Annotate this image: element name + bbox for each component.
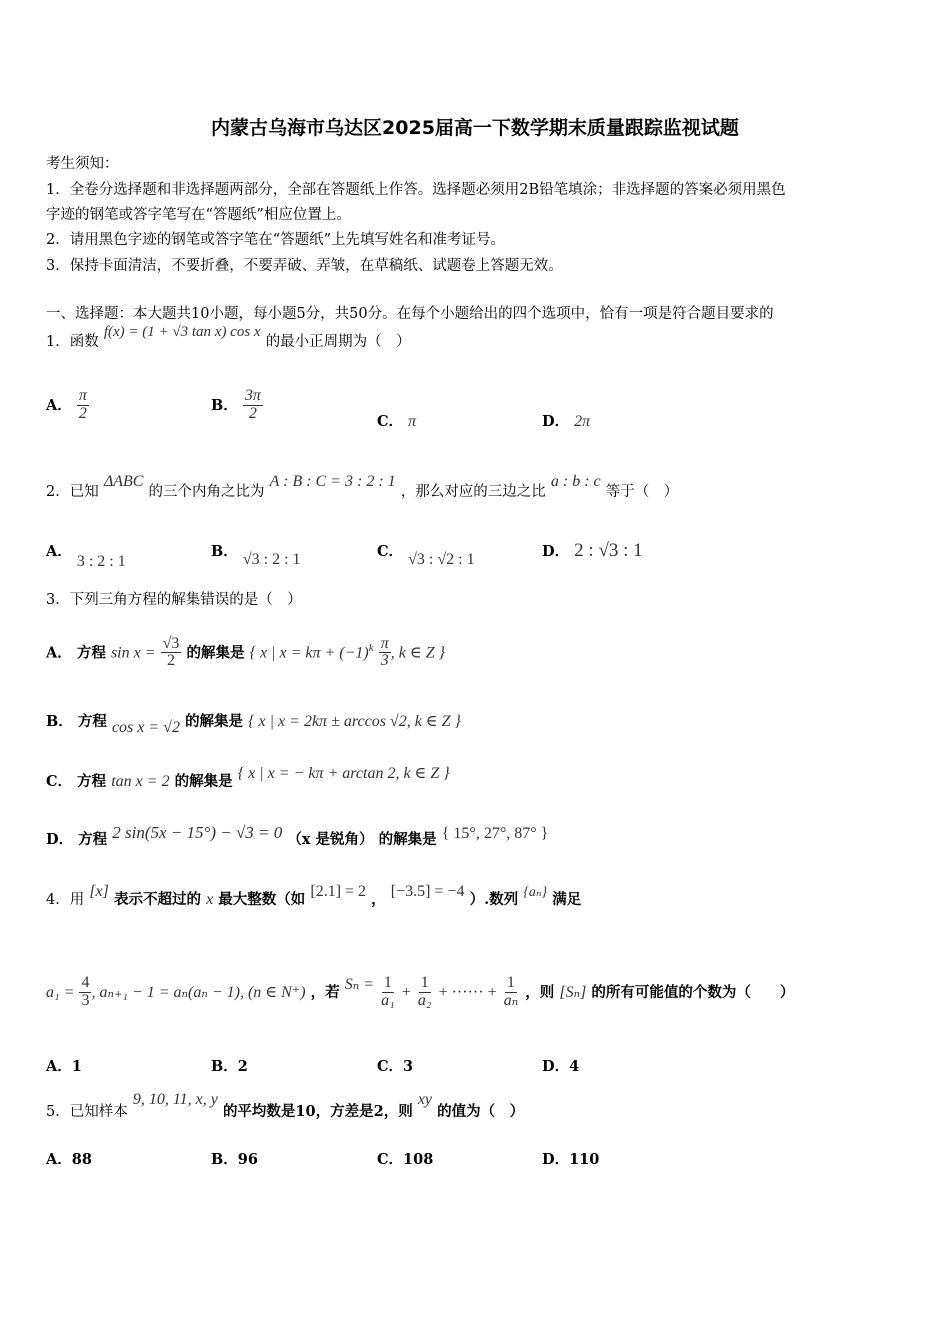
q3-b-equation: cos x = √2 — [111, 719, 180, 736]
question-3: 3．下列三角方程的解集错误的是（ ） — [46, 592, 302, 608]
q1-option-c — [377, 410, 416, 431]
option-label: D． — [542, 1058, 570, 1075]
q3-d-note: （x 是锐角） — [287, 831, 374, 848]
q2-triangle: ΔABC — [103, 473, 144, 490]
q1-option-a — [46, 388, 89, 423]
q5-xy: xy — [417, 1091, 433, 1108]
q4-floor-sum: [Sₙ] — [559, 984, 587, 1001]
option-label: B． — [211, 396, 238, 414]
q4-t1: 表示不超过的 — [113, 891, 201, 908]
q3-method-word: 方程 — [78, 831, 108, 848]
option-value: 3 — [403, 1058, 414, 1075]
q4-recurrence-fraction — [79, 975, 91, 1010]
option-label: D． — [542, 413, 570, 430]
q4-t4: 满足 — [552, 891, 582, 908]
q4-sum-dots: + ······ + — [438, 984, 497, 1001]
q3-option-d — [46, 823, 549, 849]
q2-prefix: 2．已知 — [46, 484, 99, 500]
option-label: B． — [211, 543, 238, 560]
numerator: √3 — [162, 634, 180, 652]
q2-option-a — [46, 540, 126, 570]
q4-t6: ，则 — [525, 984, 555, 1001]
q2-mid2: ，那么对应的三边之比 — [400, 484, 546, 500]
q1-b-fraction — [243, 388, 263, 423]
q5-sample: 9, 10, 11, x, y — [132, 1091, 218, 1108]
section-heading: 一、选择题：本大题共10小题，每小题5分，共50分。在每个小题给出的四个选项中，恰有一项是符合题目要求的 — [46, 306, 774, 322]
q4-sum-term-n — [502, 975, 520, 1010]
q4-t2: 最大整数（如 — [218, 891, 306, 908]
denominator: 2 — [167, 652, 176, 670]
option-value: 108 — [403, 1151, 434, 1168]
q1-suffix: 的最小正周期为（ ） — [265, 334, 411, 350]
option-label: D． — [46, 831, 74, 848]
q4-floor: [x] — [89, 883, 109, 900]
q4-prefix: 4．用 — [46, 892, 85, 908]
q1-c-value: π — [408, 413, 417, 430]
q4-recurrence-start: a₁ = — [46, 984, 75, 1001]
q3-method-word: 方程 — [76, 644, 106, 662]
q1-formula: f(x) = (1 + √3 tan x) cos x — [103, 324, 261, 340]
q1-prefix: 1．函数 — [46, 334, 99, 350]
q2-c-value: √3 : √2 : 1 — [408, 551, 475, 568]
q2-b-value: √3 : 2 : 1 — [242, 551, 301, 568]
numerator: 3π — [244, 387, 261, 404]
option-value: 4 — [569, 1058, 580, 1075]
question-5 — [46, 1091, 525, 1121]
q3-a-exponent: k — [368, 642, 374, 654]
option-label: A． — [46, 543, 72, 560]
q3-a-set-start: { x | x = kπ + (−1) — [249, 644, 369, 662]
q4-sum-term-2 — [416, 975, 434, 1010]
q1-option-b — [211, 388, 263, 423]
option-label: D． — [542, 543, 570, 560]
denominator: 3 — [380, 652, 389, 670]
q4-condition — [46, 972, 794, 1013]
option-label: B． — [46, 713, 73, 730]
q3-is-set: 的解集是 — [185, 713, 244, 730]
q4-option-d — [542, 1055, 579, 1076]
q5-option-d — [542, 1148, 599, 1169]
notice-line-1b: 字迹的钢笔或答字笔写在“答题纸”相应位置上。 — [46, 207, 351, 223]
option-label: A． — [46, 1058, 72, 1075]
denominator: 2 — [78, 404, 87, 422]
q3-option-a — [46, 628, 445, 673]
q4-recurrence: , aₙ₊₁ − 1 = aₙ(aₙ − 1), (n ∈ N⁺) — [91, 984, 306, 1001]
option-value: 1 — [71, 1058, 82, 1075]
q4-t3: ）.数列 — [469, 891, 519, 908]
option-label: C． — [377, 543, 404, 560]
q5-prefix: 5．已知样本 — [46, 1104, 128, 1120]
q4-option-a — [46, 1055, 82, 1076]
numerator: 1 — [506, 974, 515, 992]
q3-a-equation: sin x = — [110, 644, 156, 662]
q3-method-word: 方程 — [77, 773, 107, 790]
q3-d-set: { 15°, 27°, 87° } — [441, 825, 549, 842]
option-label: B． — [211, 1058, 238, 1075]
option-label: C． — [377, 413, 404, 430]
option-label: A． — [46, 396, 72, 414]
option-value: 2 — [237, 1058, 248, 1075]
numerator: π — [78, 387, 87, 404]
q3-option-c — [46, 765, 450, 791]
q4-t7: 的所有可能值的个数为（ ） — [591, 984, 795, 1001]
numerator: 1 — [420, 974, 429, 992]
q1-option-d — [542, 410, 590, 431]
q2-d-value: 2 : √3 : 1 — [574, 540, 643, 561]
numerator: 1 — [383, 974, 392, 992]
option-value: 110 — [569, 1151, 600, 1168]
notice-line-2: 2．请用黑色字迹的钢笔或答字笔在“答题纸”上先填写姓名和准考证号。 — [46, 232, 506, 248]
q4-t5: ，若 — [310, 984, 340, 1001]
q2-angle-ratio: A : B : C = 3 : 2 : 1 — [269, 473, 396, 490]
page-title: 内蒙古乌海市乌达区2025届高一下数学期末质量跟踪监视试题 — [211, 117, 739, 139]
q3-method-word: 方程 — [77, 713, 107, 730]
q3-c-set: { x | x = − kπ + arctan 2, k ∈ Z } — [237, 765, 450, 782]
question-2 — [46, 473, 679, 501]
option-value: 88 — [71, 1151, 92, 1168]
denominator: 2 — [248, 404, 257, 422]
q2-option-d — [542, 540, 643, 562]
q4-sequence: {aₙ} — [523, 885, 548, 900]
q5-option-a — [46, 1148, 92, 1169]
question-1 — [46, 324, 411, 351]
q3-d-equation: 2 sin(5x − 15°) − √3 = 0 — [112, 823, 283, 842]
q3-is-set: 的解集是 — [378, 831, 437, 848]
q4-x: x — [206, 891, 214, 908]
option-label: D． — [542, 1151, 570, 1168]
option-label: A． — [46, 644, 72, 662]
q3-is-set: 的解集是 — [186, 644, 245, 662]
denominator: 3 — [81, 992, 90, 1009]
q3-c-equation: tan x = 2 — [111, 773, 170, 790]
q3-a-set-end: , k ∈ Z } — [390, 644, 446, 662]
q3-b-set: { x | x = 2kπ ± arccos √2, k ∈ Z } — [248, 713, 461, 730]
q2-a-value: 3 : 2 : 1 — [76, 553, 126, 570]
numerator: π — [380, 634, 389, 652]
q2-sides: a : b : c — [550, 473, 601, 490]
q1-a-fraction — [77, 388, 89, 423]
q3-is-set: 的解集是 — [174, 773, 233, 790]
q5-option-c — [377, 1148, 433, 1169]
option-label: C． — [46, 773, 73, 790]
option-label: C． — [377, 1058, 404, 1075]
option-value: 96 — [237, 1151, 258, 1168]
q3-a-pi-fraction — [379, 636, 391, 671]
denominator: aₙ — [503, 992, 519, 1009]
q4-option-c — [377, 1055, 413, 1076]
q2-option-b — [211, 540, 301, 568]
q4-sum-lhs: Sₙ = — [344, 976, 375, 993]
q5-suffix: 的值为（ ） — [437, 1103, 525, 1120]
q1-d-value: 2π — [574, 413, 591, 430]
q2-mid1: 的三个内角之比为 — [148, 484, 265, 500]
q4-example-2: [−3.5] = −4 — [390, 883, 465, 900]
q2-suffix: 等于（ ） — [605, 484, 679, 500]
question-4 — [46, 883, 582, 909]
denominator: a₁ — [381, 992, 395, 1009]
q2-option-c — [377, 540, 475, 568]
q3-a-fraction — [161, 636, 182, 671]
option-label: B． — [211, 1151, 238, 1168]
q4-sum-plus: + — [401, 984, 411, 1001]
q5-mid: 的平均数是10，方差是2，则 — [222, 1103, 413, 1120]
q4-option-b — [211, 1055, 248, 1076]
q4-sum-term-1 — [379, 975, 397, 1010]
q3-option-b — [46, 710, 461, 736]
denominator: a₂ — [417, 992, 432, 1009]
notice-line-3: 3．保持卡面清洁，不要折叠，不要弄破、弄皱，在草稿纸、试题卷上答题无效。 — [46, 258, 563, 274]
option-label: C． — [377, 1151, 404, 1168]
option-label: A． — [46, 1151, 72, 1168]
notice-line-1a: 1．全卷分选择题和非选择题两部分，全部在答题纸上作答。选择题必须用2B铅笔填涂；非选择题的答案必须用黑色 — [46, 182, 786, 198]
q4-comma: ， — [371, 891, 386, 908]
q4-example-1: [2.1] = 2 — [310, 883, 367, 900]
notice-heading: 考生须知： — [46, 156, 119, 172]
q5-option-b — [211, 1148, 258, 1169]
numerator: 4 — [81, 974, 90, 992]
